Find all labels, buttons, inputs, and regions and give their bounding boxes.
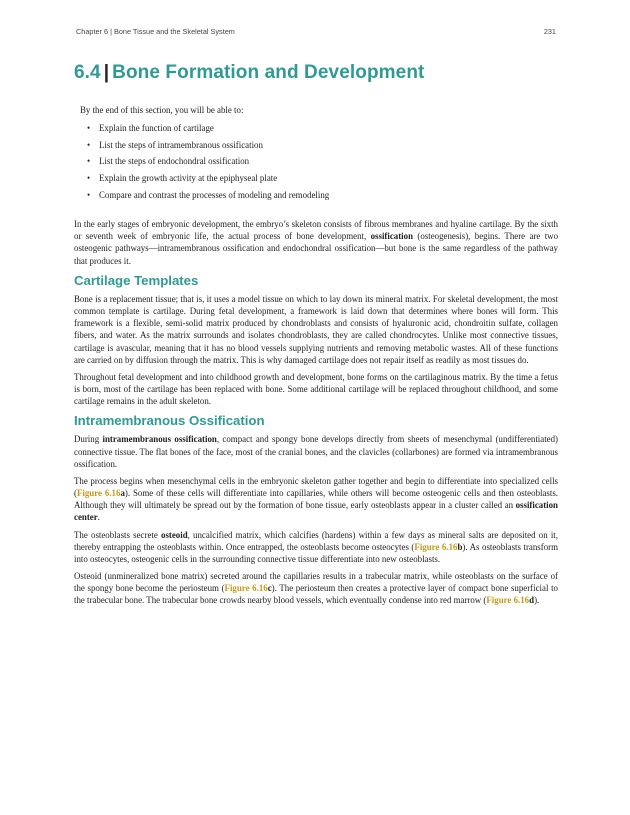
objective-item [80, 122, 540, 134]
figure-link[interactable]: Figure 6.16 [224, 583, 268, 594]
text-run: Osteoid (unmineralized bone matrix) secreted around the capillaries results in a trabecular matrix, while osteoblasts on the surface of the spongy bone become the periosteum ( [74, 571, 558, 594]
objective-item [80, 189, 540, 201]
objective-text: List the steps of endochondral ossification [99, 156, 250, 167]
bullet-icon: • [87, 156, 91, 167]
chapter-label: Chapter 6 | Bone Tissue and the Skeletal System [76, 27, 235, 36]
text-run: The osteoblasts secrete [74, 529, 161, 540]
section-title-text: Bone Formation and Development [112, 62, 425, 83]
figure-link[interactable]: Figure 6.16 [486, 595, 530, 606]
learning-objectives [80, 104, 540, 205]
intramembranous-paragraph-3 [74, 529, 558, 566]
figure-part-label: d [529, 595, 535, 606]
cartilage-paragraph-2: Throughout fetal development and into childhood growth and development, bone forms on the cartilaginous matrix. By the time a fetus is born, most of the cartilage has been replaced with bone. Some additional cartilage will be replaced throughout childhood, and some cartilage remains in the adult skeleton. [74, 371, 558, 407]
text-run: , compact and spongy bone develops directly from sheets of mesenchymal (undifferentiated) connective tissue. The flat bones of the face, most of the cranial bones, and the clavicles (collarbones) are formed via intramembranous ossification. [74, 434, 559, 469]
objective-text: Compare and contrast the processes of modeling and remodeling [99, 189, 330, 200]
text-run: During [74, 434, 103, 445]
text-run: In the early stages of embryonic development, the embryo’s skeleton consists of fibrous membranes and hyaline cartilage. By the sixth or seventh week of embryonic life, the actual process of bone development, [74, 219, 558, 242]
objective-text: Explain the function of cartilage [99, 123, 214, 133]
cartilage-paragraph-1: Bone is a replacement tissue; that is, it uses a model tissue on which to lay down its mineral matrix. For skeletal development, the most common template is cartilage. During fetal development, a framework is laid down that determines where bones will form. This framework is a flexible, semi-solid matrix produced by chondroblasts and consists of hyaluronic acid, chondroitin sulfate, collagen fibers, and water. As the matrix surrounds and isolates chondroblasts, they are called chondrocytes. Unlike most connective tissues, cartilage is avascular, meaning that it has no blood vessels supplying nutrients and removing metabolic wastes. All of these functions are carried on by diffusion through the matrix. This is why damaged cartilage does not repair itself as readily as most tissues do. [74, 293, 558, 365]
intramembranous-paragraph-2 [74, 475, 558, 524]
objective-item [80, 172, 540, 184]
text-run: The process begins when mesenchymal cells in the embryonic skeleton gather together and begin to differentiate into specialized cells ( [74, 475, 558, 499]
heading-cartilage-templates: Cartilage Templates [74, 272, 199, 288]
bullet-icon: • [87, 139, 91, 150]
body-text [74, 218, 558, 612]
text-run: ). As osteoblasts transform into osteocytes, osteogenic cells in the surrounding connective tissue differentiate into new osteoblasts. [74, 541, 558, 564]
text-run: ). The periosteum then creates a protective layer of compact bone superficial to the trabecular bone. The trabecular bone crowds nearby blood vessels, which eventually condense into red marrow ( [74, 583, 558, 606]
section-title [74, 62, 424, 84]
heading-intramembranous-ossification: Intramembranous Ossification [74, 413, 265, 429]
figure-part-label: c [267, 583, 272, 594]
intramembranous-paragraph-1 [74, 433, 558, 470]
section-number: 6.4 [74, 62, 101, 83]
title-separator: | [103, 62, 110, 83]
key-term: osteoid [161, 529, 188, 540]
objective-text: Explain the growth activity at the epiphyseal plate [99, 173, 278, 184]
intramembranous-paragraph-4 [74, 570, 558, 607]
text-run: . [97, 512, 100, 523]
text-run: ). Some of these cells will differentiate into capillaries, while others will become osteogenic cells and then osteoblasts. Although they will ultimately be spread out by the formation of bone tissue, early osteoblasts appear in a cluster called an [74, 488, 558, 511]
text-run: (osteogenesis), begins. There are two osteogenic pathways—intramembranous ossification and endochondral ossification—but bone is the same regardless of the pathway that produces it. [74, 231, 559, 266]
key-term: ossification center [74, 500, 558, 523]
objectives-list [80, 122, 540, 201]
figure-link[interactable]: Figure 6.16 [76, 488, 121, 499]
bullet-icon: • [87, 123, 91, 133]
bullet-icon: • [87, 173, 91, 184]
figure-part-label: a [120, 488, 125, 499]
key-term: intramembranous ossification [102, 434, 217, 445]
figure-link[interactable]: Figure 6.16 [414, 541, 458, 552]
running-header [76, 27, 556, 36]
intro-paragraph [74, 218, 558, 267]
page-number: 231 [543, 27, 556, 36]
text-run: ). [534, 595, 540, 606]
text-run: , uncalcified matrix, which calcifies (hardens) within a few days as mineral salts are deposited on it, thereby entrapping the osteoblasts within. Once entrapped, the osteoblasts become osteocytes ( [74, 529, 558, 552]
objective-item [80, 139, 540, 151]
objectives-intro: By the end of this section, you will be able to: [80, 105, 244, 115]
bullet-icon: • [87, 189, 91, 200]
figure-part-label: b [457, 541, 463, 552]
objective-text: List the steps of intramembranous ossification [99, 139, 263, 150]
key-term: ossification [370, 231, 414, 242]
objective-item [80, 155, 540, 167]
